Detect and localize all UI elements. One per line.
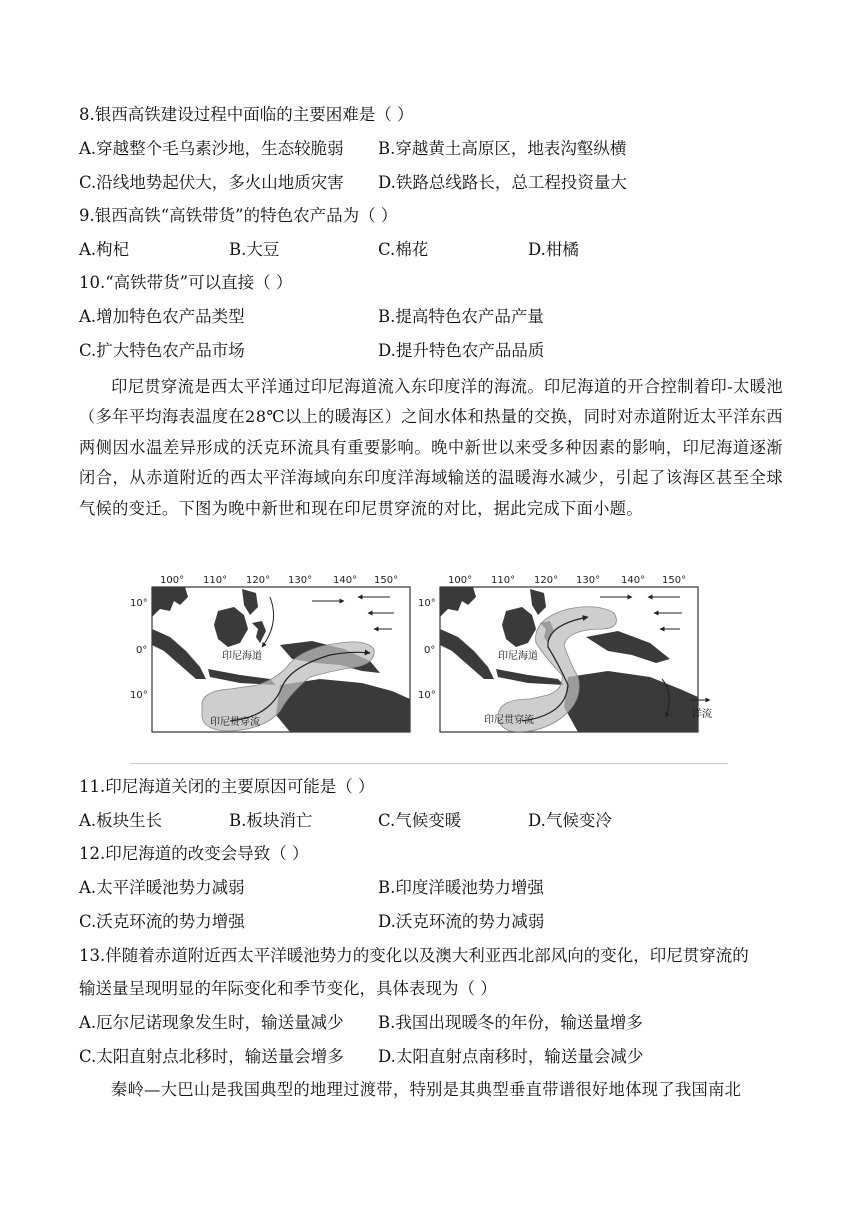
question-10-option-a: A.增加特色农产品类型 [79,307,245,326]
throughflow-label: 印尼贯穿流 [484,715,534,726]
question-13-stem-line1: 13.伴随着赤道附近西太平洋暖池势力的变化以及澳大利亚西北部风向的变化，印尼贯穿流的 [79,946,749,965]
question-8-stem: 8.银西高铁建设过程中面临的主要困难是（ ） [79,105,414,124]
question-11-option-a: A.板块生长 [79,811,163,830]
question-12-option-d: D.沃克环流的势力减弱 [378,912,545,931]
lon-label: 120° [246,575,271,586]
question-8-option-d: D.铁路总线路长，总工程投资量大 [378,173,627,192]
question-10-option-b: B.提高特色农产品产量 [378,307,544,326]
late-miocene-map [130,575,410,732]
question-9-option-a: A.枸杞 [79,240,130,259]
question-13-stem-line2: 输送量呈现明显的年际变化和季节变化，具体表现为（ ） [79,979,497,998]
lon-label: 140° [333,575,358,586]
question-13-option-b: B.我国出现暖冬的年份，输送量增多 [378,1013,643,1032]
lat-label: 10° [130,690,148,701]
question-10-option-d: D.提升特色农产品品质 [378,341,545,360]
next-passage [79,1075,783,1105]
lon-label: 100° [160,575,185,586]
lon-label: 140° [621,575,646,586]
reading-passage [79,372,783,524]
lon-label: 130° [576,575,601,586]
question-8-option-a: A.穿越整个毛乌素沙地，生态较脆弱 [79,139,344,158]
question-13-option-a: A.厄尔尼诺现象发生时，输送量减少 [79,1013,344,1032]
question-12-option-b: B.印度洋暖池势力增强 [378,878,544,897]
figure-divider [130,763,728,764]
lon-label: 100° [448,575,473,586]
throughflow-label: 印尼贯穿流 [210,717,260,728]
lon-label: 150° [374,575,399,586]
question-11-stem: 11.印尼海道关闭的主要原因可能是（ ） [79,777,375,796]
question-11-option-b: B.板块消亡 [229,811,313,830]
lon-label: 150° [662,575,687,586]
question-9-option-c: C.棉花 [378,240,429,259]
present-map [418,575,712,732]
question-12-option-c: C.沃克环流的势力增强 [79,912,245,931]
question-11-option-d: D.气候变冷 [528,811,612,830]
next-passage-text: 秦岭—大巴山是我国典型的地理过渡带，特别是其典型垂直带谱很好地体现了我国南北 [111,1080,742,1099]
lat-label: 10° [418,598,436,609]
strait-label: 印尼海道 [222,651,262,662]
legend-label: 洋流 [692,709,712,720]
question-13-option-d: D.太阳直射点南移时，输送量会减少 [378,1047,644,1066]
question-8-option-b: B.穿越黄土高原区，地表沟壑纵横 [378,139,627,158]
lon-label: 110° [491,575,516,586]
lat-label: 10° [418,690,436,701]
question-9-option-d: D.柑橘 [528,240,579,259]
question-10-option-c: C.扩大特色农产品市场 [79,341,245,360]
question-9-option-b: B.大豆 [229,240,280,259]
question-12-option-a: A.太平洋暖池势力减弱 [79,878,245,897]
lon-label: 120° [534,575,559,586]
reading-passage-text: 印尼贯穿流是西太平洋通过印尼海道流入东印度洋的海流。印尼海道的开合控制着印-太暖池（多年平均海表温度在28℃以上的暖海区）之间水体和热量的交换，同时对赤道附近太平洋东西两侧因水温差异形成的沃克环流具有重要影响。晚中新世以来受多种因素的影响，印尼海道逐渐闭合，从赤道附近的西太平洋海域向东印度洋海域输送的温暖海水减少，引起了该海区甚至全球气候的变迁。下图为晚中新世和现在印尼贯穿流的对比，据此完成下面小题。 [79,377,783,518]
question-13-option-c: C.太阳直射点北移时，输送量会增多 [79,1047,344,1066]
question-8-option-c: C.沿线地势起伏大，多火山地质灾害 [79,173,344,192]
lat-label: 0° [424,645,436,656]
question-9-stem: 9.银西高铁“高铁带货”的特色农产品为（ ） [79,206,398,225]
question-10-stem: 10.“高铁带货”可以直接（ ） [79,273,293,292]
strait-label: 印尼海道 [498,651,538,662]
question-12-stem: 12.印尼海道的改变会导致（ ） [79,844,309,863]
lat-label: 10° [130,598,148,609]
lon-label: 110° [203,575,228,586]
lat-label: 0° [136,645,148,656]
lon-label: 130° [288,575,313,586]
throughflow-comparison-figure [130,567,730,767]
question-11-option-c: C.气候变暖 [378,811,462,830]
